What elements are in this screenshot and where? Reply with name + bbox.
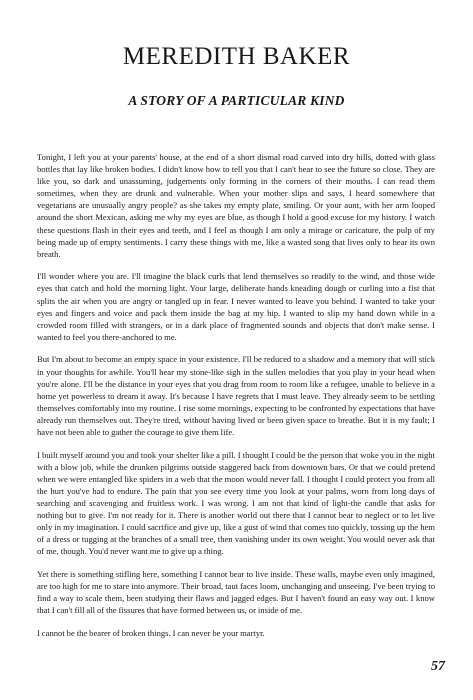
author-name: MEREDITH BAKER xyxy=(122,43,351,70)
paragraph: I cannot be the bearer of broken things. I can never be your martyr. xyxy=(37,627,265,638)
paragraph: I'll wonder where you are. I'll imagine the black curls that lend themselves so readily to the wind, and those wide eyes that catch and hold the morning light. Your large, deliberate hands kneading dough or curling into a fist that splits the air when you are angry or tangled up in fear. I never wanted to leave you behind. I wanted to take your eyes and fingers and voice and pack them inside the bag at my hip. I wanted to slip my hand down while in a crowded room filled with strangers, or in a dark place of fragmented sounds and objects that don't make sense. I wanted to feel you there-anchored to me. xyxy=(37,271,435,342)
story-title: A STORY OF A PARTICULAR KIND xyxy=(128,93,345,108)
page-number: 57 xyxy=(431,659,445,674)
paragraph: But I'm about to become an empty space in your existence. I'll be reduced to a shadow and a memory that will stick in your thoughts for awhile. You'll hear my stone-like sigh in the sullen melodies that you play in your head when you're alone. I'll be the distance in your eyes that you drag from room to room like a refugee, unable to believe in a home yet powerless to dream it away. It's because I have regrets that I must leave. They already seem to be settling themselves comfortably into my routine. I rise some mornings, expecting to be confronted by expectations that have already run themselves out. They're tired, without having lived or been given space to breathe. But it is my fault; I have not been able to gather the courage to give them life. xyxy=(37,354,435,437)
paragraph: Yet there is something stifling here, something I cannot bear to live inside. These walls, maybe even only imagined, are too high for me to stare into anymore. Their broad, taut faces loom, unchanging and unseeing. I've been trying to find a way to scale them, been studying their flaws and jagged edges. But I haven't found an easy way out. I know that I can't fill all of the fissures that have formed between us, or inside of me. xyxy=(37,568,435,616)
story-body xyxy=(37,151,435,649)
paragraph: Tonight, I left you at your parents' house, at the end of a short dismal road carved into dry hills, dotted with glass bottles that lay like broken bodies. I didn't know how to tell you that I can't bear to see the future so close. They are like you, so dark and unassuming, judgements only forming in the corners of their mouths. I can read them sometimes, when they are drunk and vulnerable. When your mother slips and says, I heard somewhere that vegetarians are unusually angry people? as she takes my empty plate, smiling. Or your aunt, with her arm looped around the short Mexican, asking me why my eyes are blue, as though I hold a good excuse for my history. I watch these questions flash in their eyes and teeth, and I feel as though I am only a mirage or caricature, the pulp of my being made up of empty sentiments. I carry these things with me, like a wasted song that lives only to hear its own breath. xyxy=(37,152,435,259)
paragraph: I built myself around you and took your shelter like a pill. I thought I could be the person that woke you in the night with a blow job, while the drunken pilgrims outside staggered back from downtown bars. Or that we could pretend when we were entangled like spiders in a web that the moon would never fall. I thought I could protect you from all the hurt you've had to endure. The pain that you see every time you look at your palms, worn from long days of searching and scavenging and fruitless work. I was wrong. I am not that kind of light-the candle that asks for nothing but to give. I'm not ready for it. There is another world out there that I cannot bear to neglect or to let live only in my imagination. I could sacrifice and give up, like a gust of wind that comes too quickly, tossing up the hem of a dress or tugging at the branches of a small tree, then vanishing under its own weight. You would never ask that of me, though. You'd never want me to give up a thing. xyxy=(37,449,435,557)
